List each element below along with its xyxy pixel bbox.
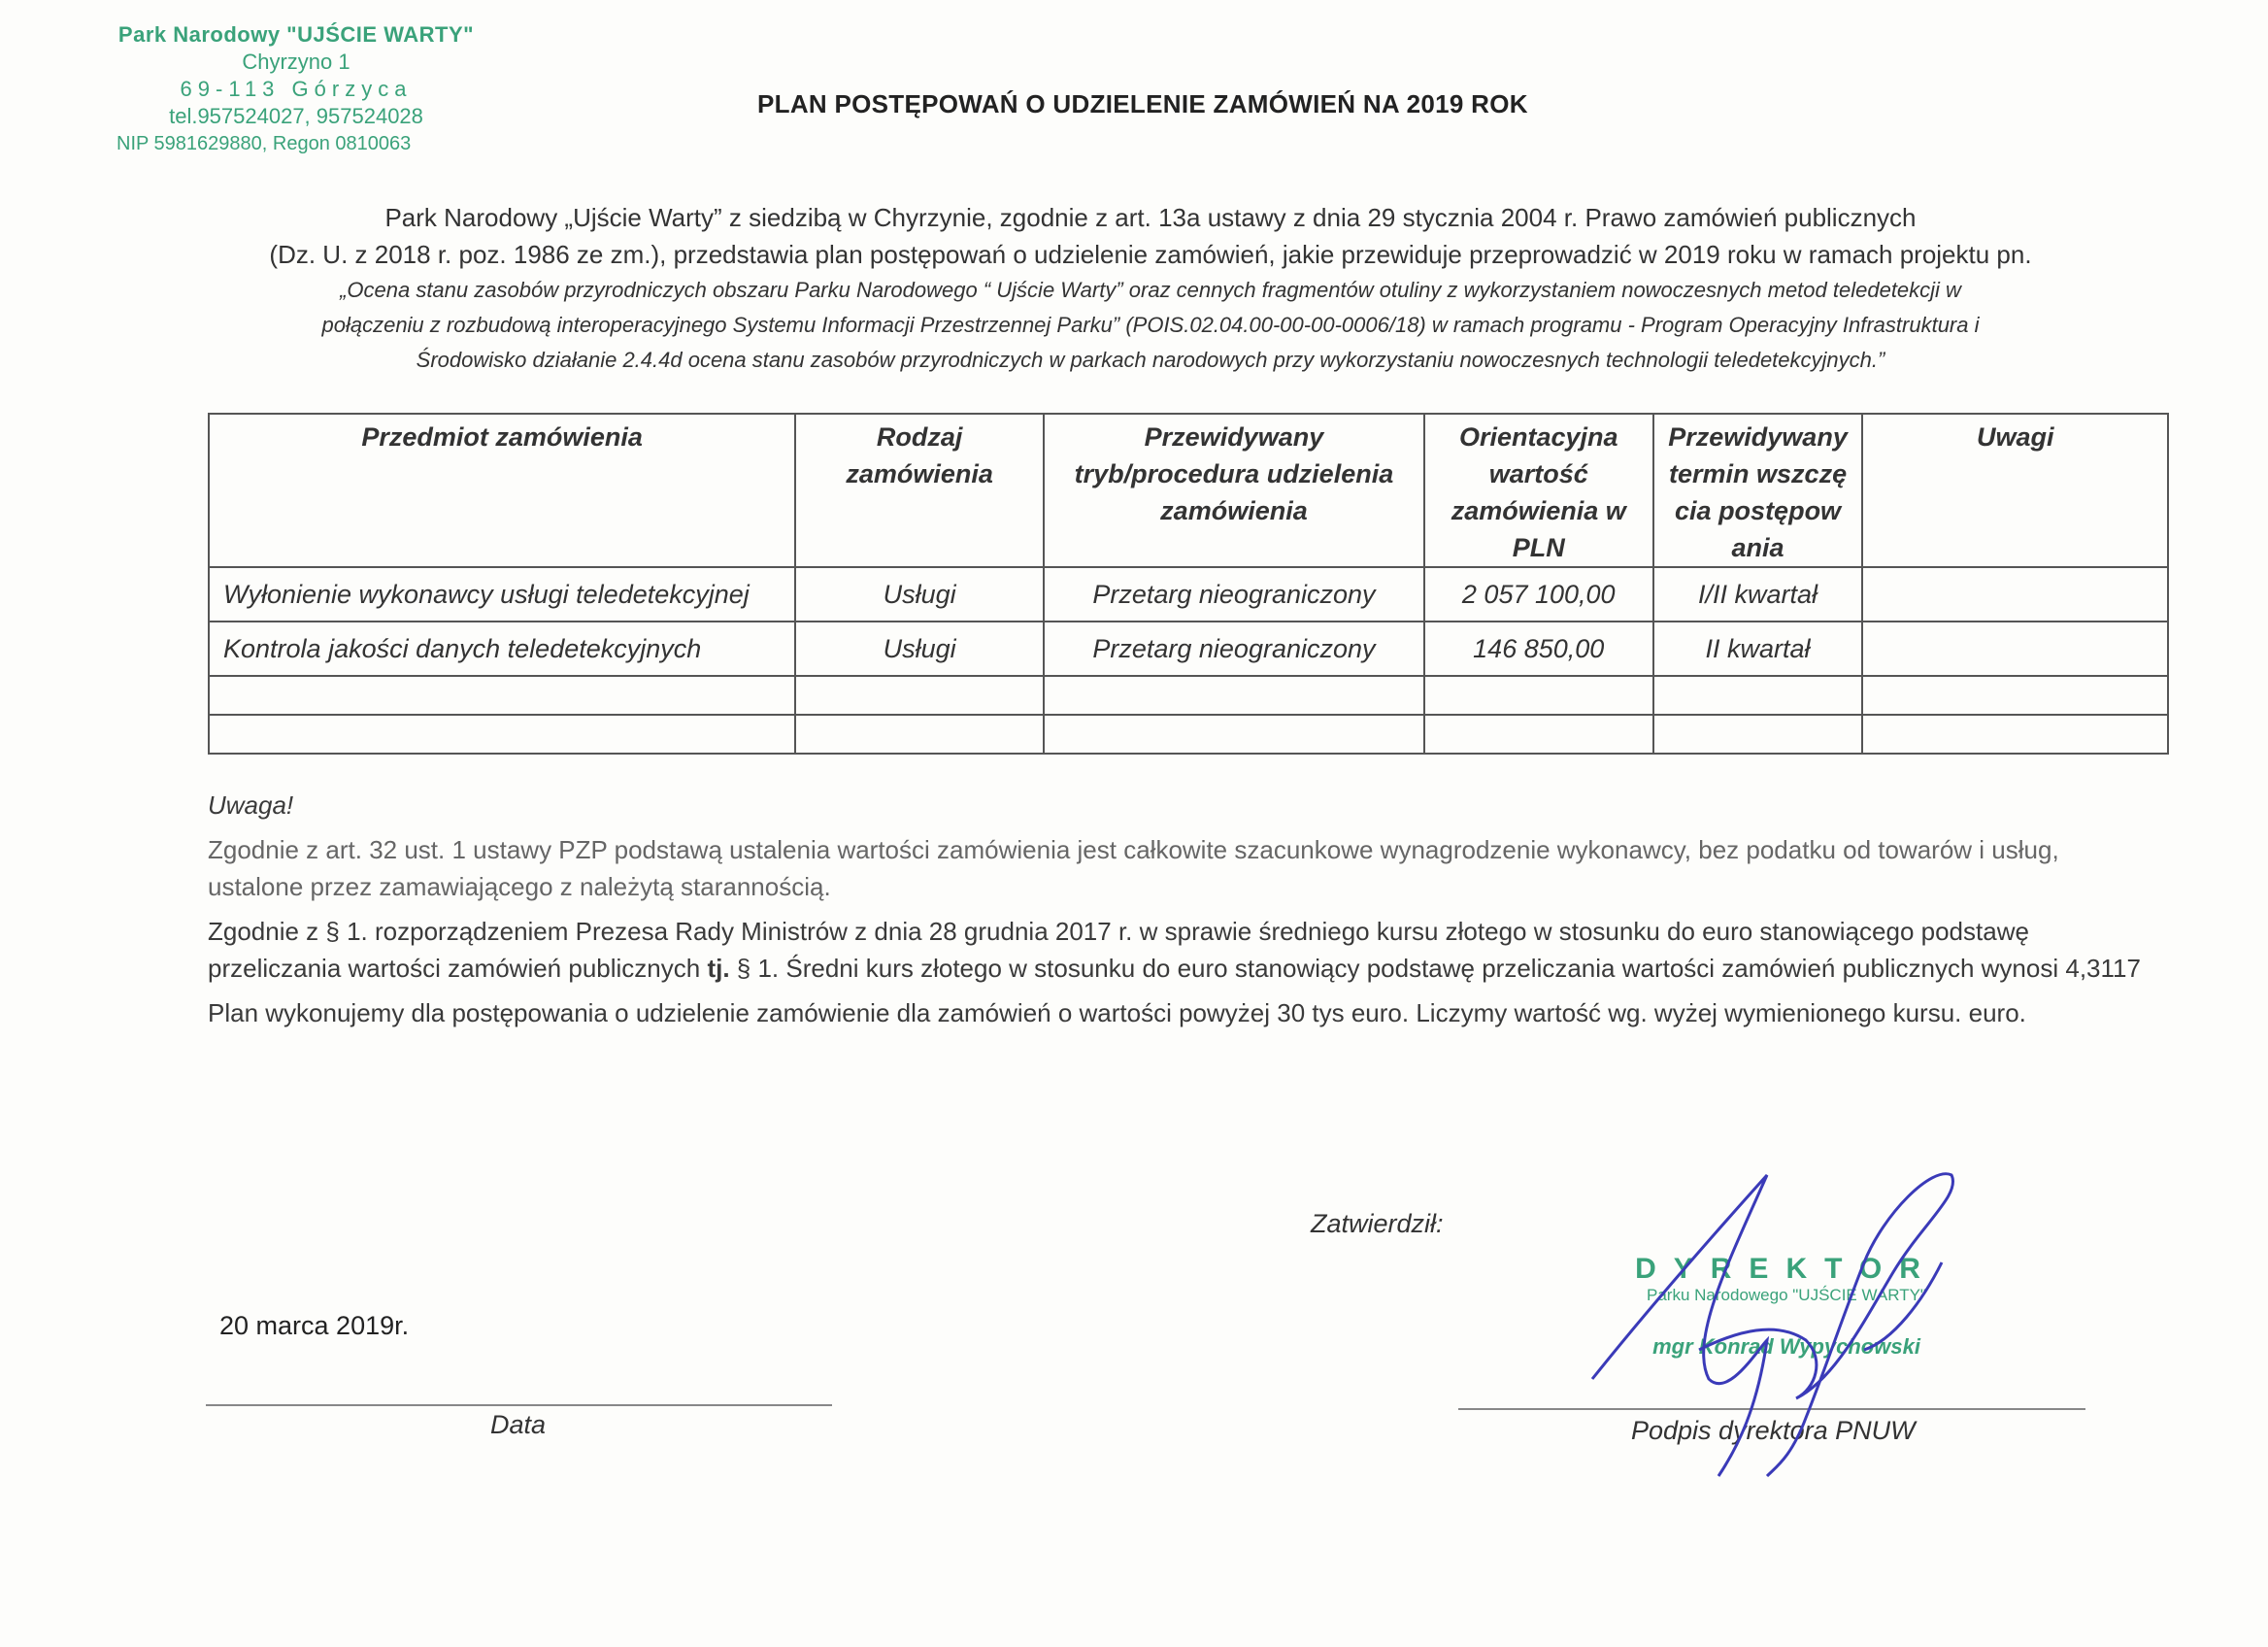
notes-section xyxy=(208,787,2150,1031)
director-stamp-title: DYREKTOR xyxy=(1635,1253,1938,1285)
row2-start: II kwartał xyxy=(1653,622,1863,676)
row1-subject: Wyłonienie wykonawcy usługi teledetekcyjnej xyxy=(209,567,795,622)
row1-type: Usługi xyxy=(795,567,1044,622)
empty-cell xyxy=(795,676,1044,715)
empty-cell xyxy=(209,715,795,754)
stamp-line-3: 69-113 Górzyca xyxy=(180,77,413,101)
intro-paragraph xyxy=(214,199,2087,378)
empty-cell xyxy=(1653,715,1863,754)
header-type: Rodzaj zamówienia xyxy=(795,414,1044,567)
empty-cell xyxy=(1424,715,1653,754)
row2-type: Usługi xyxy=(795,622,1044,676)
intro-line-1: Park Narodowy „Ujście Warty” z siedzibą w Chyrzynie, zgodnie z art. 13a ustawy z dnia 29 stycznia 2004 r. Prawo zamówień publicznych xyxy=(384,203,1917,232)
project-name-line-1: „Ocena stanu zasobów przyrodniczych obszaru Parku Narodowego “ Ujście Warty” oraz cennych fragmentów otuliny z wykorzystaniem nowoczesnych metod teledetekcji w xyxy=(340,278,1961,302)
note-p2-a: Zgodnie z § 1. rozporządzeniem Prezesa Rady Ministrów z dnia 28 grudnia 2017 r. w sprawie średniego kursu złotego w stosunku do euro stanowiącego podstawę przeliczania wartości zamówień publicznych xyxy=(208,917,2029,983)
empty-cell xyxy=(1044,715,1424,754)
empty-cell xyxy=(1862,715,2168,754)
empty-cell xyxy=(1653,676,1863,715)
note-p2-c: § 1. Średni kurs złotego w stosunku do euro stanowiący podstawę przeliczania wartości zamówień publicznych wynosi 4,3117 xyxy=(729,954,2141,983)
note-paragraph-2 xyxy=(208,913,2150,987)
stamp-line-2: Chyrzyno 1 xyxy=(242,50,350,74)
intro-line-2: (Dz. U. z 2018 r. poz. 1986 ze zm.), przedstawia plan postępowań o udzielenie zamówień, jakie przewiduje przeprowadzić w 2019 roku w ramach projektu pn. xyxy=(269,240,2032,269)
notes-heading: Uwaga! xyxy=(208,790,294,820)
handwritten-signature xyxy=(1573,1156,1981,1486)
header-remarks: Uwagi xyxy=(1862,414,2168,567)
empty-cell xyxy=(795,715,1044,754)
date-label: Data xyxy=(490,1410,547,1439)
table-row xyxy=(209,567,2168,622)
header-procedure: Przewidywany tryb/procedura udzielenia zamówienia xyxy=(1044,414,1424,567)
empty-cell xyxy=(1862,676,2168,715)
row2-procedure: Przetarg nieograniczony xyxy=(1044,622,1424,676)
row1-remarks xyxy=(1862,567,2168,622)
header-start-date: Przewidywany termin wszczęcia postępowania xyxy=(1653,414,1863,567)
row1-value: 2 057 100,00 xyxy=(1424,567,1653,622)
table-row-empty xyxy=(209,715,2168,754)
row2-value: 146 850,00 xyxy=(1424,622,1653,676)
empty-cell xyxy=(1044,676,1424,715)
note-paragraph-1: Zgodnie z art. 32 ust. 1 ustawy PZP podstawą ustalenia wartości zamówienia jest całkowite szacunkowe wynagrodzenie wykonawcy, bez podatku od towarów i usług, ustalone przez zamawiającego z należytą starannością. xyxy=(208,835,2059,901)
date-line xyxy=(206,1404,832,1406)
row2-remarks xyxy=(1862,622,2168,676)
project-name-line-2: połączeniu z rozbudową interoperacyjnego Systemu Informacji Przestrzennej Parku” (POIS.02.04.00-00-00-0006/18) w ramach programu - Program Operacyjny Infrastruktura i xyxy=(321,313,1980,337)
date-value: 20 marca 2019r. xyxy=(219,1311,410,1340)
empty-cell xyxy=(1424,676,1653,715)
header-value: Orientacyjna wartość zamówienia w PLN xyxy=(1424,414,1653,567)
table-header-row xyxy=(209,414,2168,567)
row2-subject: Kontrola jakości danych teledetekcyjnych xyxy=(209,622,795,676)
stamp-line-1: Park Narodowy "UJŚCIE WARTY" xyxy=(117,22,475,47)
stamp-line-4: tel.957524027, 957524028 xyxy=(169,104,423,128)
signature-label: Podpis dyrektora PNUW xyxy=(1631,1416,1916,1445)
empty-cell xyxy=(209,676,795,715)
note-paragraph-3: Plan wykonujemy dla postępowania o udzielenie zamówienie dla zamówień o wartości powyżej 30 tys euro. Liczymy wartość wg. wyżej wymienionego kursu. euro. xyxy=(208,998,2026,1027)
director-stamp-park: Parku Narodowego "UJŚCIE WARTY" xyxy=(1647,1286,1926,1304)
table-row xyxy=(209,622,2168,676)
document-title: PLAN POSTĘPOWAŃ O UDZIELENIE ZAMÓWIEŃ NA 2019 ROK xyxy=(757,89,1528,118)
row1-start: I/II kwartał xyxy=(1653,567,1863,622)
stamp-line-5: NIP 5981629880, Regon 0810063 xyxy=(117,133,412,154)
park-stamp xyxy=(117,21,476,157)
header-subject: Przedmiot zamówienia xyxy=(209,414,795,567)
row1-procedure: Przetarg nieograniczony xyxy=(1044,567,1424,622)
table-row-empty xyxy=(209,676,2168,715)
note-p2-b: tj. xyxy=(707,954,730,983)
director-stamp-name: mgr Konrad Wypychowski xyxy=(1652,1334,1920,1359)
procurement-table xyxy=(208,413,2169,755)
approved-label: Zatwierdził: xyxy=(1311,1209,1444,1238)
project-name-line-3: Środowisko działanie 2.4.4d ocena stanu zasobów przyrodniczych w parkach narodowych przy wykorzystaniu nowoczesnych technologii teledetekcyjnych.” xyxy=(416,348,1885,372)
